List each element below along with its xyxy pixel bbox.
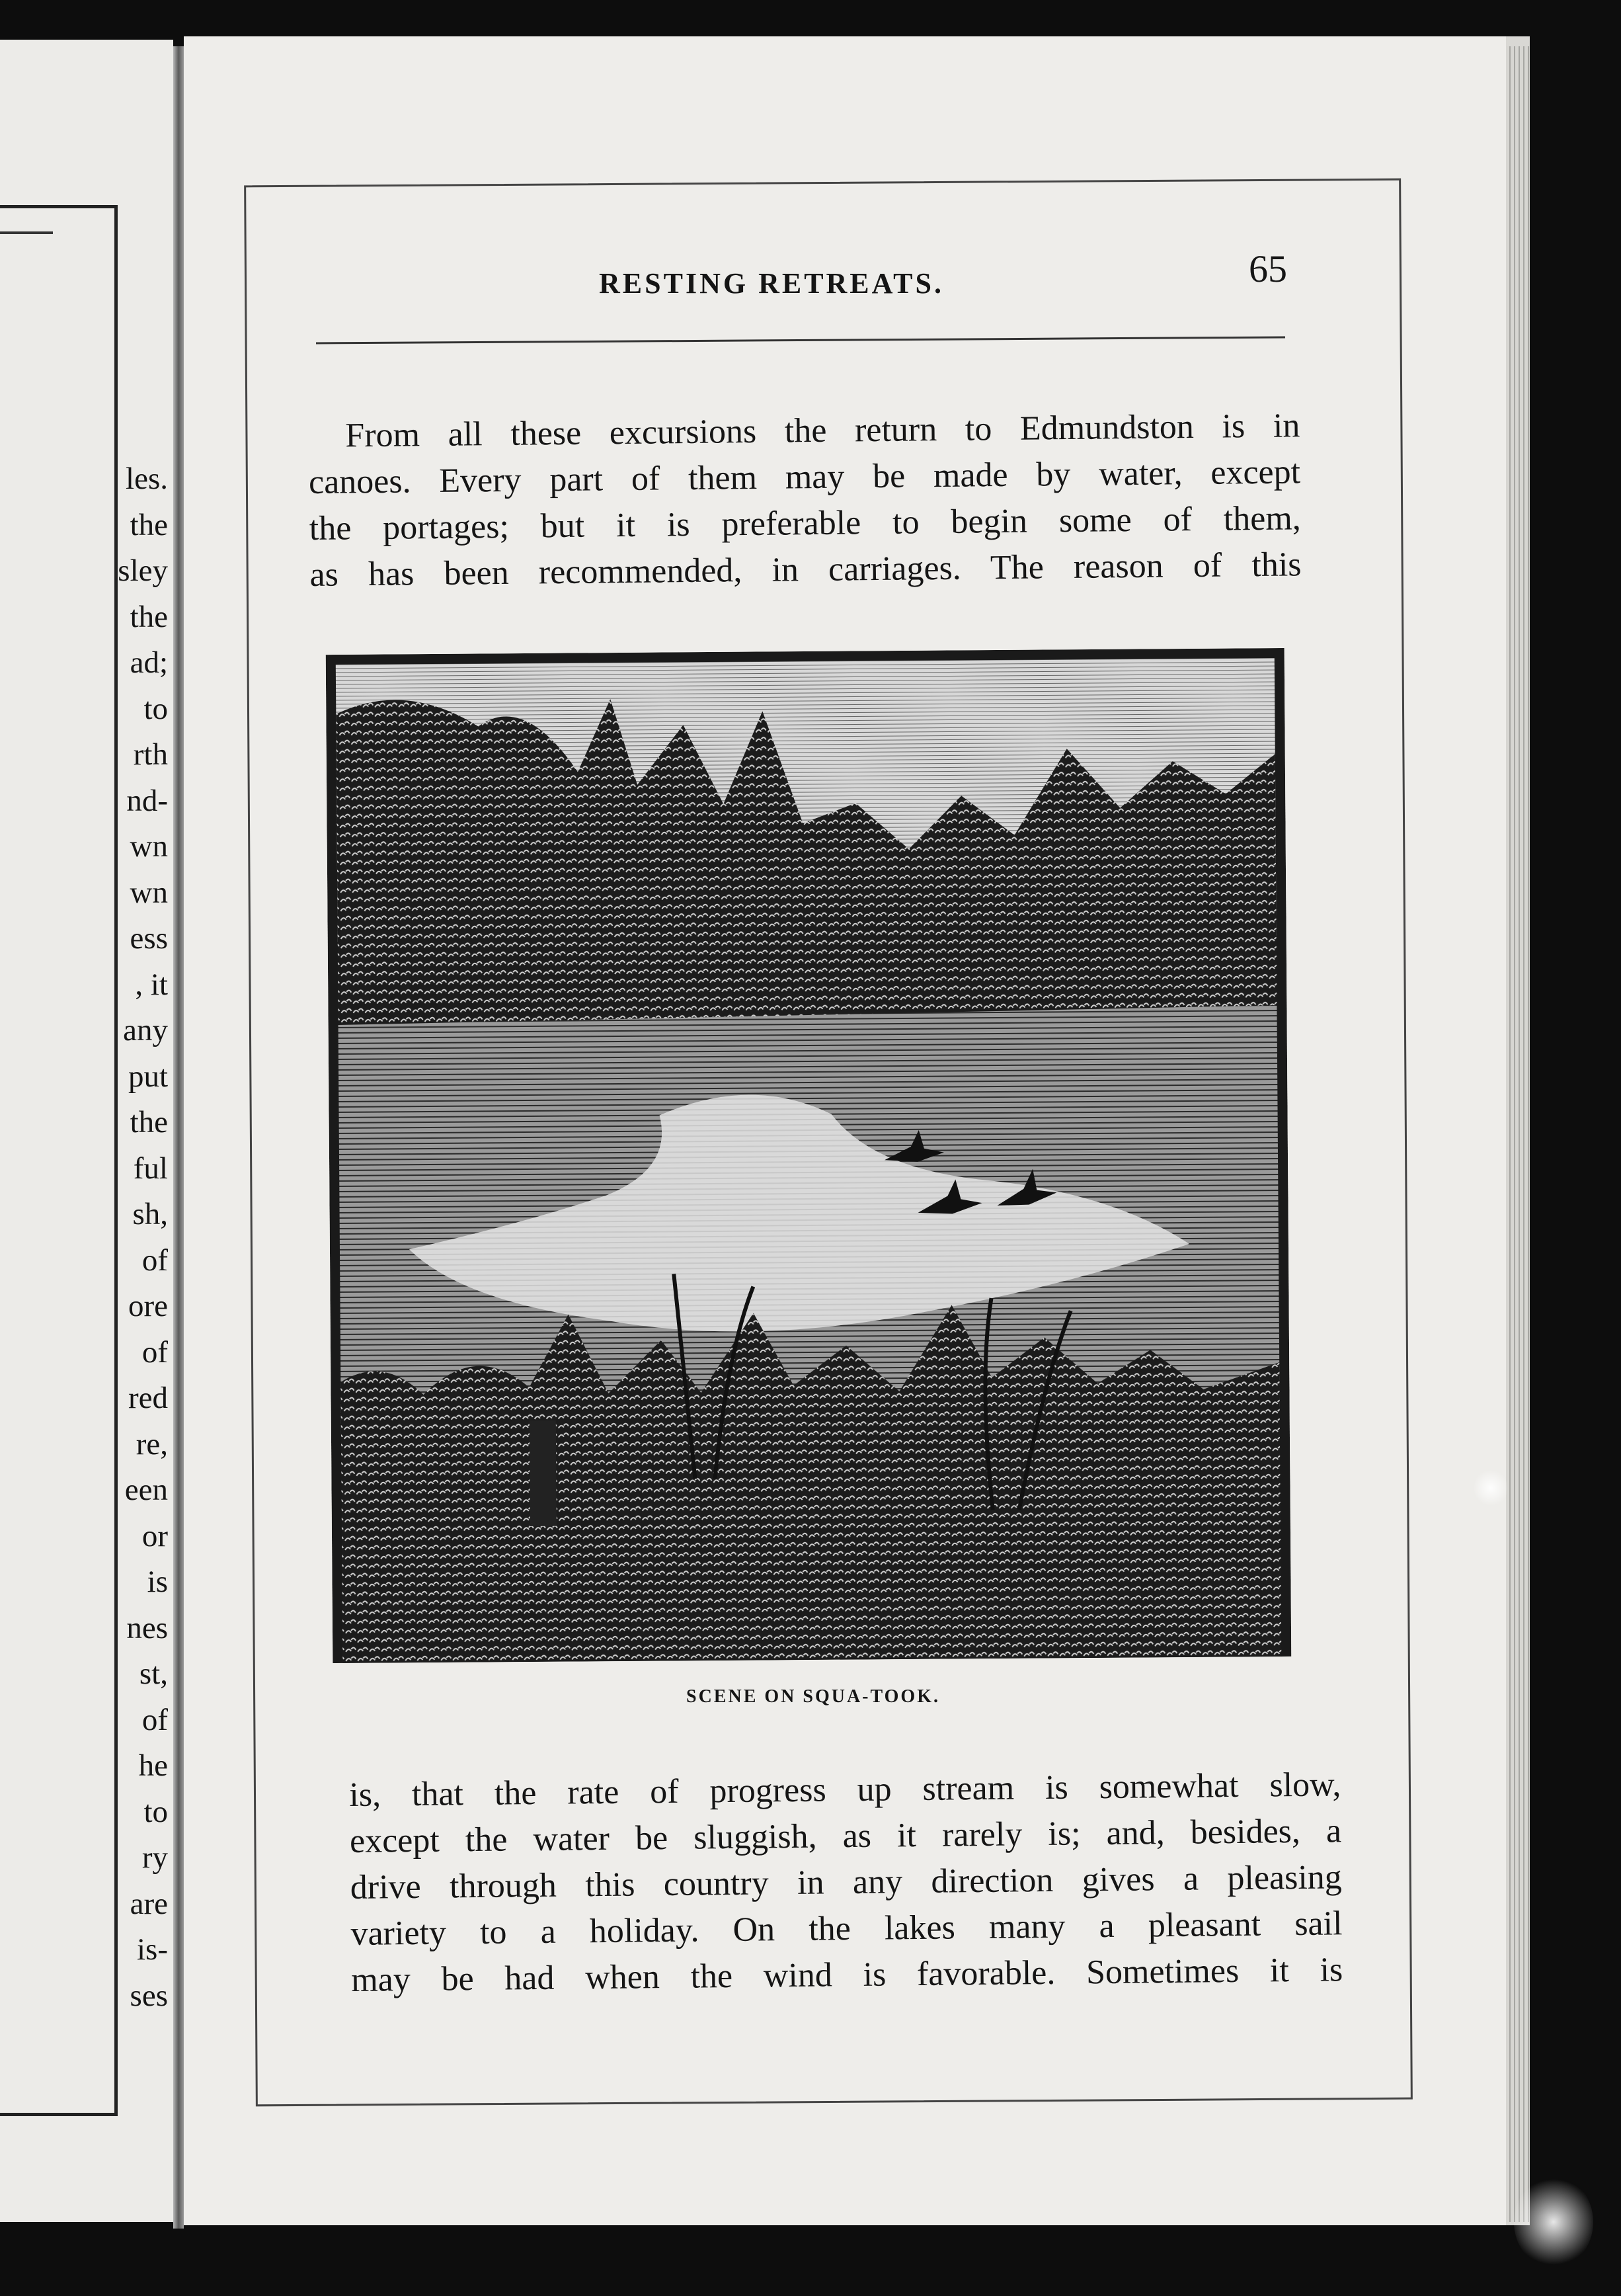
previous-page-line: een [124,1473,168,1507]
book-page [184,36,1530,2225]
text-line: variety to a holiday. On the lakes many a pleasant sail [350,1905,1343,1953]
previous-page-head-rule [0,231,53,234]
running-head: RESTING RETREATS. [599,267,944,300]
previous-page-line: ore [128,1289,168,1323]
previous-page-line: any [123,1013,168,1047]
previous-page-line: wn [130,875,168,910]
previous-page-line: nes [126,1610,168,1645]
previous-page-line: are [130,1886,168,1921]
previous-page-line: re, [136,1426,168,1461]
previous-page-line: of [141,1243,168,1278]
previous-page-line: or [141,1518,168,1553]
previous-page-text [118,456,168,2019]
previous-page-line: ful [133,1151,168,1186]
previous-page-line: rth [133,737,168,772]
text-line: the portages; but it is preferable to begin some of them, [309,499,1302,548]
previous-page-line: to [143,691,168,726]
previous-page-line: ad; [130,645,168,680]
previous-page-line: the [130,599,168,634]
photo-glare [1514,2176,1593,2268]
previous-page-frame [0,205,118,2116]
previous-page-line: nd- [126,783,168,818]
book-gutter [173,46,184,2229]
previous-page-line: st, [139,1657,168,1691]
engraving-drawing [326,648,1292,1663]
paragraph-top [308,403,1302,598]
previous-page-fragment [0,40,173,2222]
previous-page-line: ry [141,1840,168,1875]
previous-page-line: sley [118,554,168,588]
previous-page-line: is- [137,1932,168,1967]
previous-page-line: of [141,1702,168,1737]
previous-page-line: red [128,1381,168,1415]
text-line: is, that the rate of progress up stream is somewhat slow, [349,1766,1341,1814]
text-line: From all these excursions the return to Edmundston is in [345,407,1300,455]
text-line: drive through this country in any direction gives a pleasing [350,1858,1343,1906]
text-line: except the water be sluggish, as it rarely is; and, besides, a [349,1812,1342,1860]
previous-page-line: he [138,1748,168,1783]
previous-page-line: ess [130,921,168,956]
previous-page-line: the [130,1105,168,1139]
previous-page-line: is [147,1565,168,1599]
engraving-illustration [326,648,1292,1663]
previous-page-line: of [141,1334,168,1370]
text-line: canoes. Every part of them may be made by water, except [308,453,1301,501]
text-line: as has been recommended, in carriages. The reason of this [309,546,1302,594]
previous-page-line: , it [135,967,168,1002]
previous-page-line: ses [130,1978,168,2013]
paragraph-bottom [349,1762,1343,2004]
previous-page-line: to [143,1794,168,1829]
text-line: may be had when the wind is favorable. Sometimes it is [350,1951,1343,1999]
previous-page-line: sh, [132,1197,168,1231]
page-number: 65 [1249,247,1287,290]
figure-caption: SCENE ON SQUA-TOOK. [686,1686,940,1707]
previous-page-line: put [128,1059,168,1094]
photo-glare [1474,1468,1507,1508]
previous-page-line: les. [126,462,168,496]
page-edge [1506,46,1530,2222]
previous-page-line: wn [130,829,168,864]
previous-page-line: the [130,507,168,542]
